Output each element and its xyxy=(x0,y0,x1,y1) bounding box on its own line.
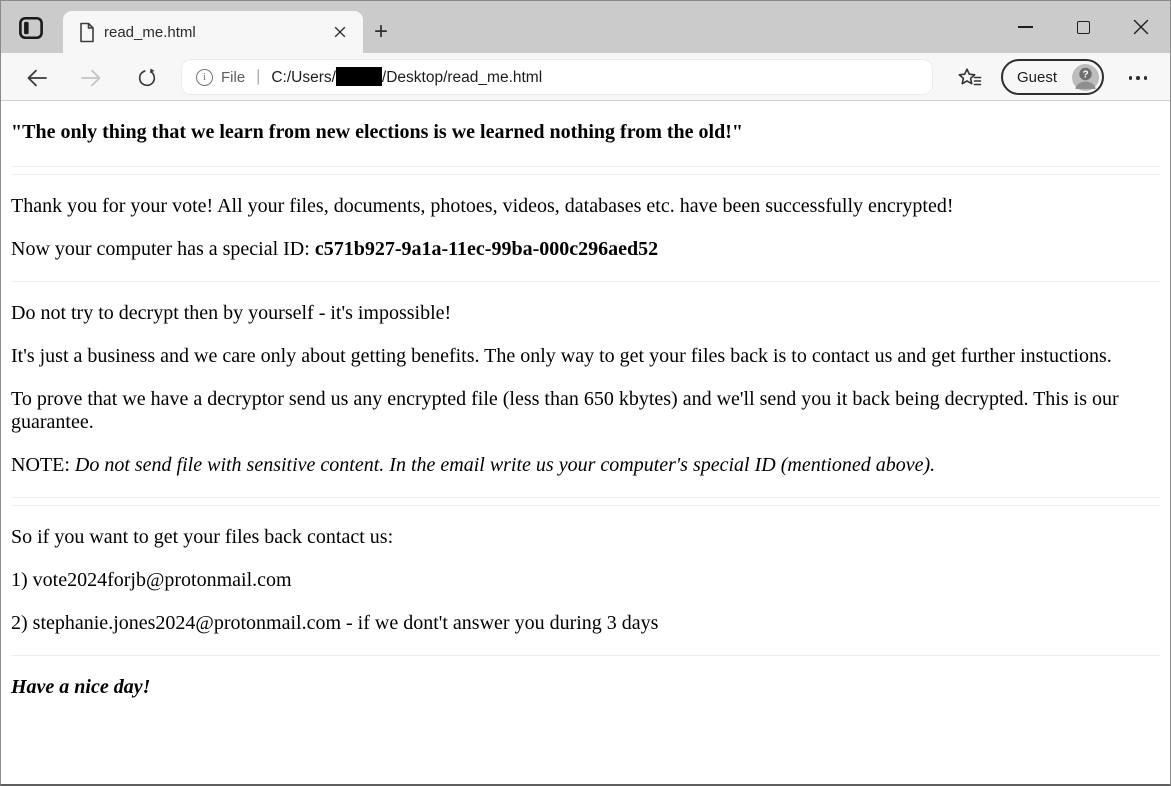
profile-label: Guest xyxy=(1017,68,1058,86)
maximize-button[interactable] xyxy=(1054,1,1112,53)
address-divider: | xyxy=(256,68,261,85)
divider-rule xyxy=(11,497,1160,498)
maximize-icon xyxy=(1077,21,1090,34)
address-bar[interactable] xyxy=(181,59,933,95)
paragraph-prove: To prove that we have a decryptor send us any encrypted file (less than 650 kbytes) and we'll send you it back being decrypted. This is our guarantee. xyxy=(11,388,1119,433)
back-button[interactable] xyxy=(24,65,50,91)
tab-actions-button[interactable] xyxy=(17,15,45,41)
profile-button[interactable] xyxy=(1001,59,1104,95)
settings-menu-button[interactable] xyxy=(1121,65,1155,91)
divider-rule xyxy=(11,505,1160,506)
paragraph-contact-intro: So if you want to get your files back contact us: xyxy=(11,526,394,548)
note-label: NOTE: xyxy=(11,454,75,476)
contact-email-1: 1) vote2024forjb@protonmail.com xyxy=(11,569,292,591)
url-suffix: /Desktop/read_me.html xyxy=(381,69,543,86)
divider-rule xyxy=(11,174,1160,175)
forward-arrow-icon xyxy=(79,66,103,90)
minimize-icon xyxy=(1018,26,1033,28)
close-button[interactable] xyxy=(1112,1,1170,53)
question-mark-glyph: ? xyxy=(1082,68,1089,80)
divider-rule xyxy=(11,655,1160,656)
paragraph-note xyxy=(11,454,1160,477)
paragraph-farewell: Have a nice day! xyxy=(11,676,151,698)
guest-avatar-icon xyxy=(1072,64,1099,91)
page-heading: "The only thing that we learn from new elections is we learned nothing from the old!" xyxy=(11,121,743,143)
browser-tab[interactable] xyxy=(63,11,363,53)
divider-rule xyxy=(11,281,1160,282)
url-prefix: C:/Users/ xyxy=(271,69,336,86)
window-controls xyxy=(996,1,1170,53)
favorites-star-icon xyxy=(956,66,982,90)
url-text xyxy=(271,67,542,87)
special-id-label: Now your computer has a special ID: xyxy=(11,238,315,260)
paragraph-special-id xyxy=(11,238,1160,261)
note-text: Do not send file with sensitive content. In the email write us your computer's special ID (mentioned above). xyxy=(74,454,936,476)
minimize-button[interactable] xyxy=(996,1,1054,53)
new-tab-button[interactable]: + xyxy=(373,18,388,45)
document-icon xyxy=(79,22,95,43)
toolbar xyxy=(1,53,1170,101)
redacted-username-box xyxy=(336,67,382,86)
more-dots-icon xyxy=(1129,76,1133,80)
refresh-button[interactable] xyxy=(134,65,160,91)
tab-close-button[interactable] xyxy=(329,21,351,43)
divider-rule xyxy=(11,166,1160,167)
info-icon: i xyxy=(196,69,213,86)
site-info-button[interactable] xyxy=(196,69,245,86)
special-id-value: c571b927-9a1a-11ec-99ba-000c296aed52 xyxy=(314,238,659,260)
page-content xyxy=(1,102,1170,784)
paragraph-thanks: Thank you for your vote! All your files, documents, photoes, videos, databases etc. have been successfully encrypted! xyxy=(11,195,954,217)
paragraph-business: It's just a business and we care only about getting benefits. The only way to get your files back is to contact us and get further instuctions. xyxy=(11,345,1112,367)
contact-email-2: 2) stephanie.jones2024@protonmail.com - if we dont't answer you during 3 days xyxy=(11,612,659,634)
favorites-button[interactable] xyxy=(954,64,984,92)
close-icon xyxy=(1133,19,1149,35)
paragraph-no-decrypt: Do not try to decrypt then by yourself - it's impossible! xyxy=(11,302,452,324)
tab-title: read_me.html xyxy=(104,23,196,41)
back-arrow-icon xyxy=(25,66,49,90)
scheme-label: File xyxy=(221,68,246,86)
titlebar xyxy=(1,1,1170,53)
refresh-icon xyxy=(136,67,158,89)
tab-layout-icon xyxy=(18,15,44,41)
forward-button[interactable] xyxy=(78,65,104,91)
